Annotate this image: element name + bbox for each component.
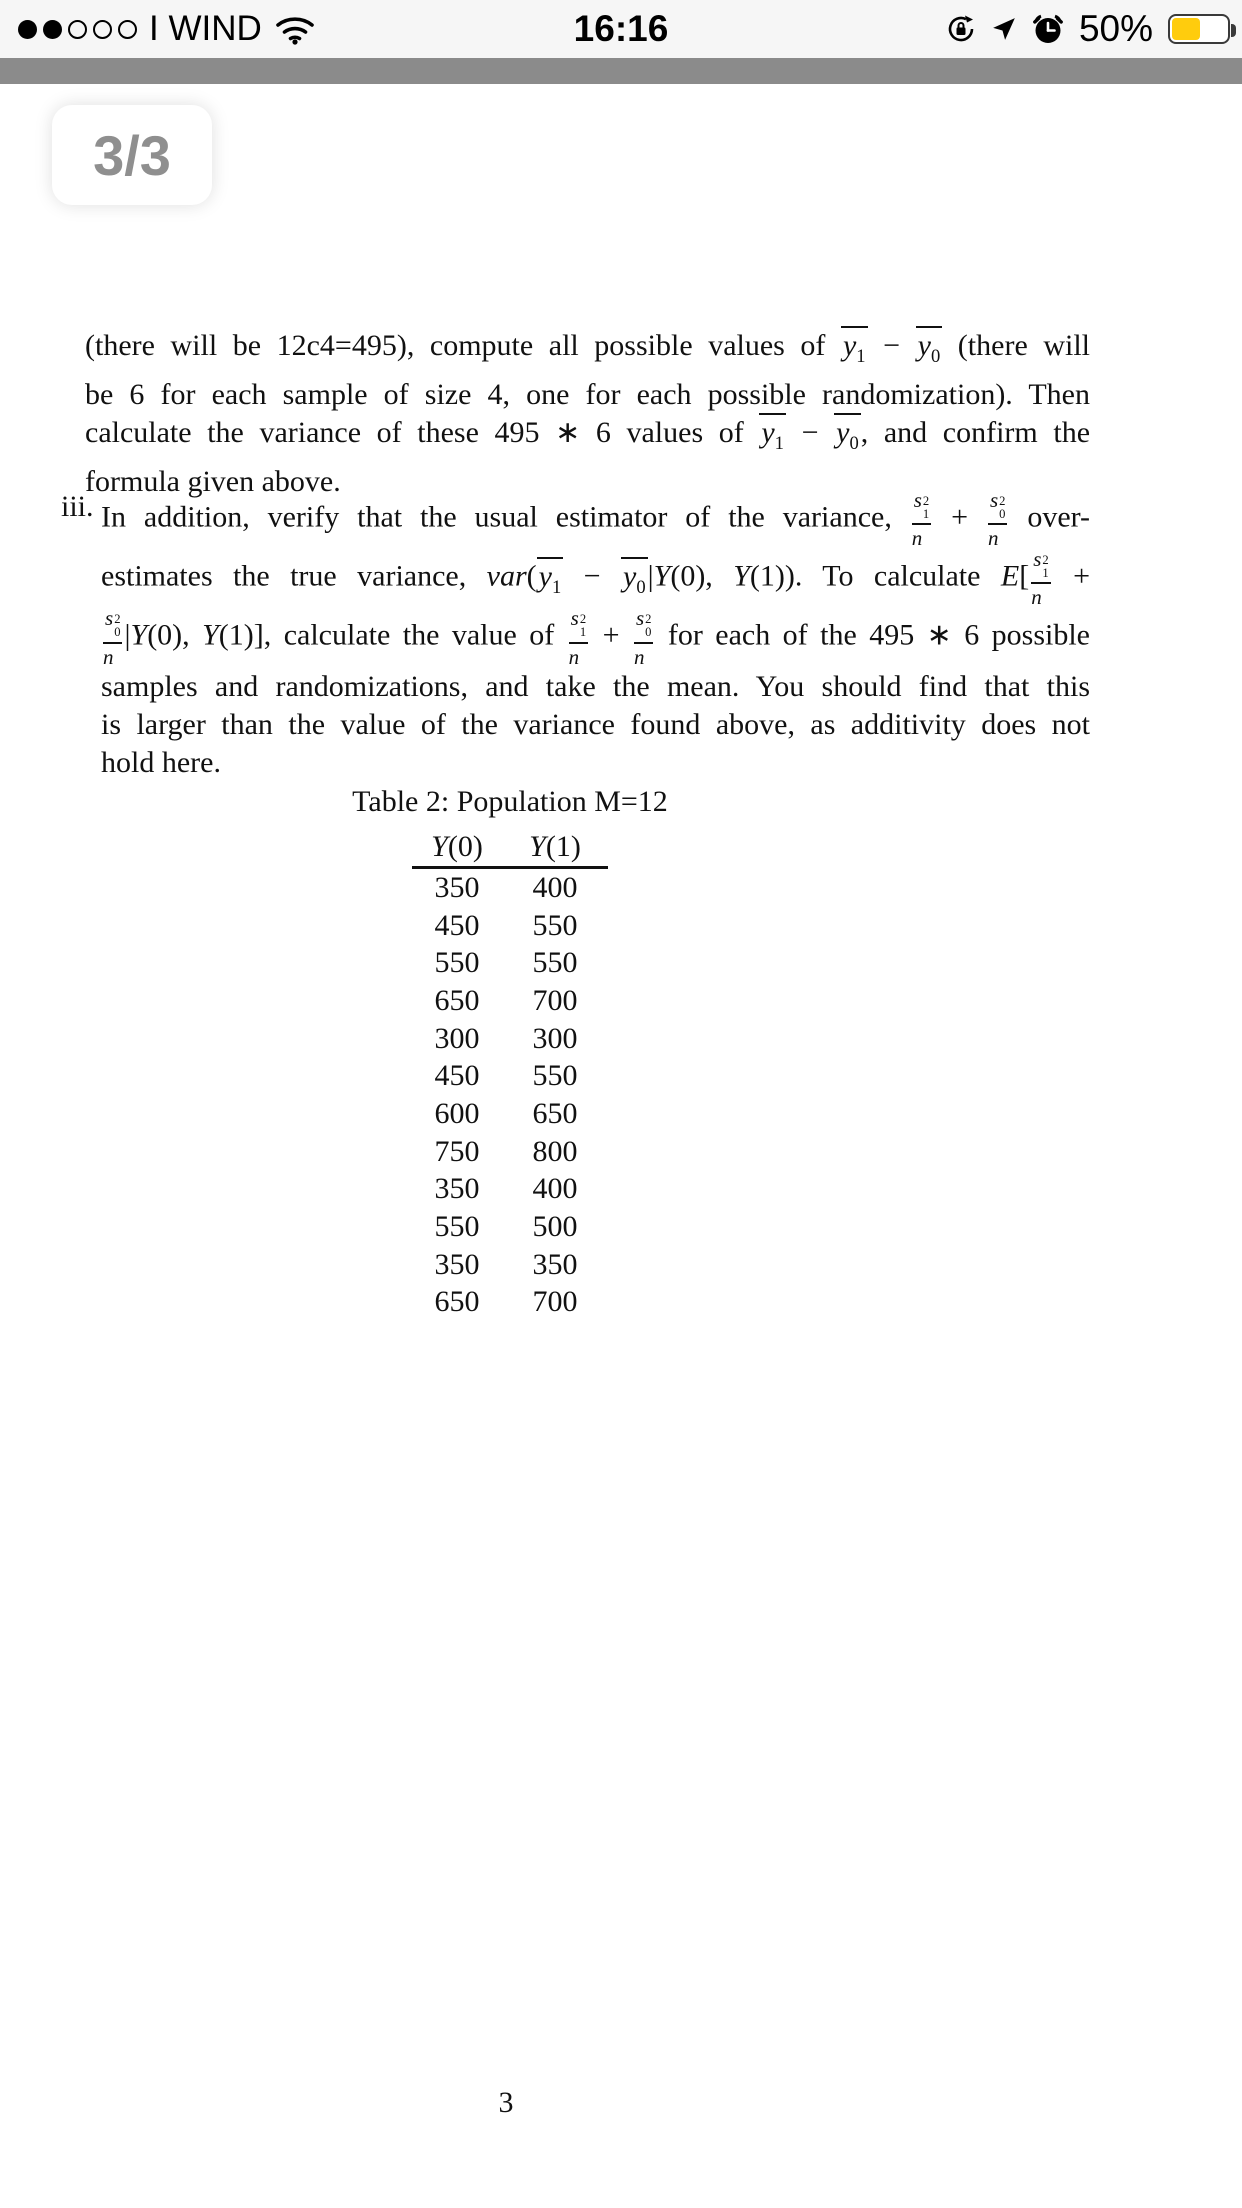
table-cell: 300 bbox=[532, 1021, 578, 1055]
battery-fill bbox=[1172, 18, 1200, 40]
table-cell: 400 bbox=[532, 870, 578, 904]
status-time: 16:16 bbox=[573, 8, 669, 49]
table-cell: 700 bbox=[532, 983, 578, 1017]
orientation-lock-icon bbox=[946, 14, 976, 44]
paragraph-continuation bbox=[85, 327, 1090, 501]
table-header-row bbox=[412, 830, 608, 869]
table-row bbox=[412, 1057, 608, 1095]
alarm-clock-icon bbox=[1032, 13, 1064, 45]
battery-percent-label: 50% bbox=[1078, 8, 1153, 49]
toolbar-strip bbox=[0, 58, 1242, 84]
table-cell: 750 bbox=[434, 1134, 480, 1168]
status-bar bbox=[0, 0, 1242, 58]
battery-icon bbox=[1168, 14, 1230, 44]
text-line: samples and randomizations, and take the mean. You should find that this bbox=[101, 669, 1090, 703]
table-cell: 550 bbox=[532, 908, 578, 942]
table-row bbox=[412, 869, 608, 907]
text-line: s 2 0 n |Y(0), Y(1)], calculate the value of s 2 1 n + s 2 0 n for each of the 495 ∗ 6 possible bbox=[103, 606, 1090, 669]
table-cell: 300 bbox=[434, 1021, 480, 1055]
table-cell: 650 bbox=[532, 1096, 578, 1130]
table-cell: 700 bbox=[532, 1285, 578, 1319]
table-row bbox=[412, 1284, 608, 1322]
table-cell: 350 bbox=[434, 870, 480, 904]
table-cell: 500 bbox=[532, 1210, 578, 1244]
text-line: estimates the true variance, $var(y_1 - y_0|Y(0)$, Y(1)). To calculate E[ s 2 1 n + bbox=[101, 547, 1091, 610]
table-cell: 450 bbox=[434, 908, 480, 942]
table-row bbox=[412, 1208, 608, 1246]
table-header-cell: Y(0) bbox=[431, 830, 483, 863]
table-cell: 550 bbox=[532, 946, 578, 980]
text-line: (there will be 12c4=495), compute all possible values of $y_1 - y_0$ (there will bbox=[85, 327, 1090, 376]
table-cell: 350 bbox=[434, 1247, 480, 1281]
text-line: calculate the variance of these 495 ∗ 6 values of $y_1 - y_0$, and confirm the bbox=[85, 414, 1090, 463]
text-line: hold here. bbox=[101, 745, 221, 779]
table-cell: 550 bbox=[434, 946, 480, 980]
table-cell: 450 bbox=[434, 1059, 480, 1093]
status-bar-right bbox=[946, 0, 1230, 58]
text-line: formula given above. bbox=[85, 465, 341, 498]
page-number: 3 bbox=[498, 2086, 514, 2119]
table-cell: 550 bbox=[532, 1059, 578, 1093]
table-row bbox=[412, 1020, 608, 1058]
data-table bbox=[412, 830, 608, 1321]
table-row bbox=[412, 907, 608, 945]
table-cell: 600 bbox=[434, 1096, 480, 1130]
table-row bbox=[412, 982, 608, 1020]
battery-nub bbox=[1231, 24, 1236, 37]
table-cell: 350 bbox=[434, 1172, 480, 1206]
text-line: be 6 for each sample of size 4, one for each possible randomization). Then bbox=[85, 378, 1090, 411]
location-icon bbox=[991, 16, 1017, 42]
page-indicator-badge bbox=[52, 105, 212, 205]
table-row bbox=[412, 1171, 608, 1209]
table-cell: 550 bbox=[434, 1210, 480, 1244]
pdf-page[interactable] bbox=[0, 84, 1242, 2208]
table-row bbox=[412, 1246, 608, 1284]
table-header-cell: Y(1) bbox=[529, 830, 581, 863]
table-cell: 400 bbox=[532, 1172, 578, 1206]
text-line: is larger than the value of the variance found above, as additivity does not bbox=[101, 707, 1090, 741]
list-item-label: iii. bbox=[61, 490, 94, 523]
table-cell: 350 bbox=[532, 1247, 578, 1281]
table-cell: 800 bbox=[532, 1134, 578, 1168]
table-caption: Table 2: Population M=12 bbox=[352, 785, 668, 818]
table-cell: 650 bbox=[434, 983, 480, 1017]
table-row bbox=[412, 1095, 608, 1133]
text-line: In addition, verify that the usual estimator of the variance, s 2 1 n + s 2 0 n over- bbox=[101, 488, 1091, 551]
table-cell: 650 bbox=[434, 1285, 480, 1319]
list-item-iii-paragraph bbox=[101, 490, 1090, 782]
table-row bbox=[412, 1133, 608, 1171]
carrier-label: I WIND bbox=[149, 9, 262, 48]
page-indicator-label: 3/3 bbox=[93, 123, 171, 187]
table-row bbox=[412, 944, 608, 982]
